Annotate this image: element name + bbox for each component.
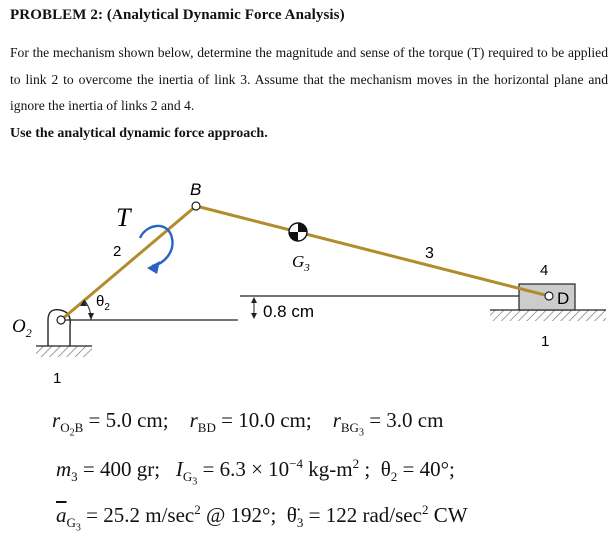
joint-d xyxy=(545,292,553,300)
problem-title: PROBLEM 2: (Analytical Dynamic Force Analysis) xyxy=(10,7,345,23)
value-i-g3-unit: kg-m xyxy=(308,457,353,481)
ground-slider xyxy=(490,310,606,321)
label-link-3: 3 xyxy=(425,245,434,262)
theta2-angle-arc xyxy=(80,300,94,320)
value-a-g3-direction: @ 192° xyxy=(205,503,271,527)
given-line-3: $\overline{a}_{G_3} = 25.2$ $m/\sec^2$ @ 192°; $\thetä_3 = 122$ rad/$\sec^2$ CW xyxy=(56,502,468,534)
label-offset: 0.8 cm xyxy=(263,302,315,321)
problem-instruction: Use the analytical dynamic force approach. xyxy=(10,126,268,141)
value-alpha3: 122 rad/sec xyxy=(325,503,422,527)
center-of-gravity-g3-icon xyxy=(289,223,307,241)
value-r-o2b: 5.0 cm xyxy=(105,408,163,432)
value-m3: 400 gr xyxy=(100,457,155,481)
label-ground-1-left: 1 xyxy=(53,370,62,387)
joint-b xyxy=(192,202,200,210)
value-i-g3-exponent: −4 xyxy=(289,456,304,471)
value-r-bd: 10.0 cm xyxy=(238,408,306,432)
label-b: B xyxy=(190,180,202,199)
value-a-g3: 25.2 m/sec xyxy=(103,503,195,527)
given-line-2: $m_3 = 400$ gr; $I_{G_3} = 6.3 \times 10^{-4}$ $kg-m^2$ ; $\theta_2 = 40^\circ$; xyxy=(56,456,455,488)
value-i-g3: 6.3 × 10 xyxy=(219,457,290,481)
problem-statement: For the mechanism shown below, determine the magnitude and sense of the torque (T) required to be applied to link 2 to overcome the inertia of link 3. Assume that the mechanism moves in the horizontal plane and ignore the inertia of links 2 and 4. xyxy=(10,45,608,113)
link-3 xyxy=(196,206,549,296)
offset-dimension-arrow xyxy=(251,297,257,319)
joint-o2 xyxy=(57,316,65,324)
label-theta2: $\theta_2$ xyxy=(96,293,110,313)
mechanism-figure xyxy=(0,160,615,390)
label-t: T xyxy=(116,203,131,232)
given-line-1: $r_{O_2B} = 5.0$ cm; $r_{BD} = 10.0$ cm; $r_{BG_3} = 3.0$ cm xyxy=(52,408,444,439)
value-r-bg3: 3.0 cm xyxy=(386,408,444,432)
label-g3: $G_3$ xyxy=(292,252,310,274)
label-link-2: 2 xyxy=(113,243,122,260)
label-d: D xyxy=(557,289,570,308)
label-ground-1-right: 1 xyxy=(541,333,550,350)
value-alpha3-sense: CW xyxy=(433,503,468,527)
label-link-4: 4 xyxy=(540,262,549,279)
value-theta2: 40° xyxy=(419,457,450,481)
label-o2: $O_2$ xyxy=(12,316,32,340)
